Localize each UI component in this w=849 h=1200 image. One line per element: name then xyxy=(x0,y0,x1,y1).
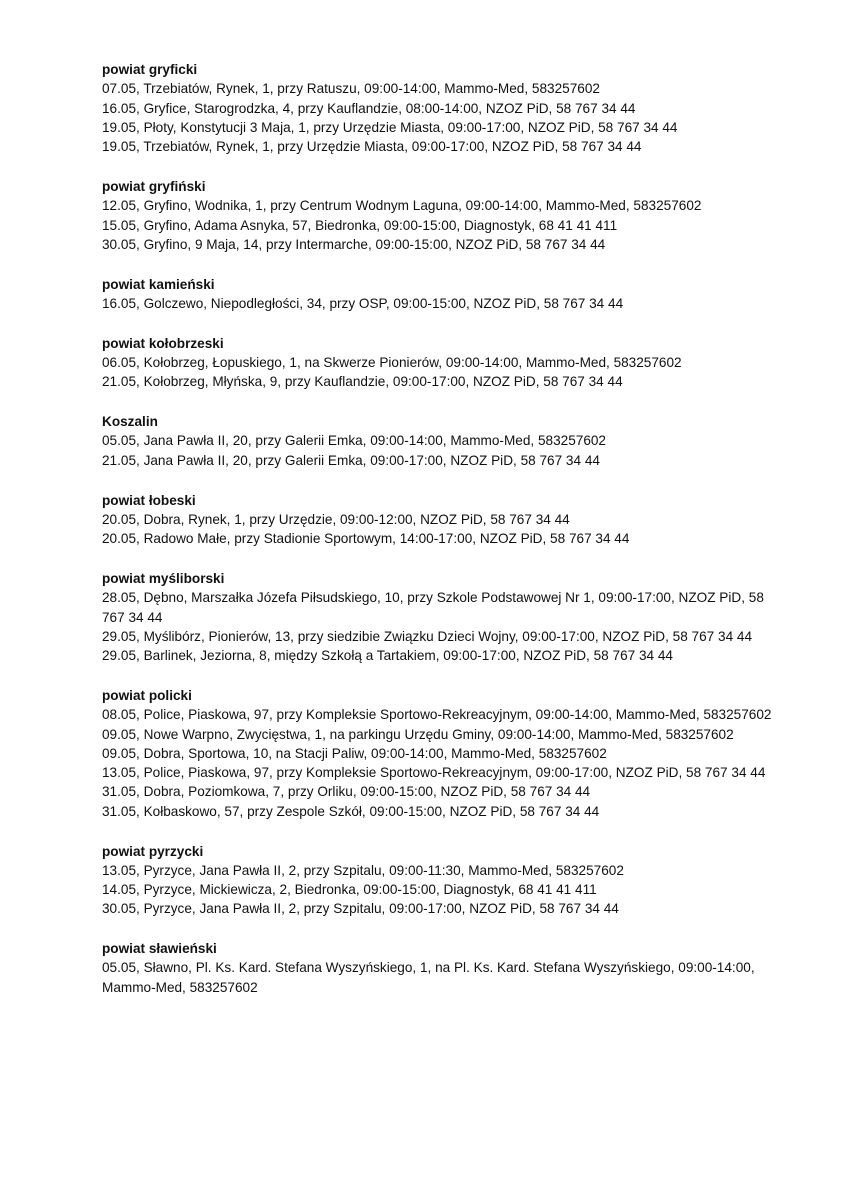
district-section xyxy=(102,686,789,821)
district-heading: powiat kamieński xyxy=(102,276,215,292)
district-heading: powiat sławieński xyxy=(102,941,217,957)
schedule-entry: 15.05, Gryfino, Adama Asnyka, 57, Biedronka, 09:00-15:00, Diagnostyk, 68 41 41 411 xyxy=(102,217,618,233)
schedule-entry: 06.05, Kołobrzeg, Łopuskiego, 1, na Skwerze Pionierów, 09:00-14:00, Mammo-Med, 583257602 xyxy=(102,355,682,371)
schedule-entry: 28.05, Dębno, Marszałka Józefa Piłsudskiego, 10, przy Szkole Podstawowej Nr 1, 09:00-17:00, NZOZ PiD, 58 767 34 44 xyxy=(102,590,764,625)
district-section xyxy=(102,177,789,254)
district-section xyxy=(102,275,789,314)
district-heading: powiat łobeski xyxy=(102,492,196,508)
schedule-entry: 30.05, Gryfino, 9 Maja, 14, przy Intermarche, 09:00-15:00, NZOZ PiD, 58 767 34 44 xyxy=(102,236,606,252)
district-heading: powiat gryficki xyxy=(102,62,198,77)
district-section xyxy=(102,569,789,665)
district-heading: powiat pyrzycki xyxy=(102,843,204,859)
schedule-entry: 19.05, Płoty, Konstytucji 3 Maja, 1, przy Urzędzie Miasta, 09:00-17:00, NZOZ PiD, 58 767 34 44 xyxy=(102,119,678,135)
schedule-entry: 30.05, Pyrzyce, Jana Pawła II, 2, przy Szpitalu, 09:00-17:00, NZOZ PiD, 58 767 34 44 xyxy=(102,901,619,917)
schedule-entry: 20.05, Radowo Małe, przy Stadionie Sportowym, 14:00-17:00, NZOZ PiD, 58 767 34 44 xyxy=(102,531,630,547)
schedule-entry: 12.05, Gryfino, Wodnika, 1, przy Centrum Wodnym Laguna, 09:00-14:00, Mammo-Med, 583257602 xyxy=(102,198,702,214)
district-section xyxy=(102,60,789,156)
district-section xyxy=(102,491,789,549)
schedule-entry: 31.05, Kołbaskowo, 57, przy Zespole Szkół, 09:00-15:00, NZOZ PiD, 58 767 34 44 xyxy=(102,803,600,819)
schedule-entry: 21.05, Kołobrzeg, Młyńska, 9, przy Kauflandzie, 09:00-17:00, NZOZ PiD, 58 767 34 44 xyxy=(102,374,623,390)
district-heading: powiat policki xyxy=(102,687,192,703)
district-heading: Koszalin xyxy=(102,414,158,430)
district-heading: powiat myśliborski xyxy=(102,570,225,586)
schedule-entry: 29.05, Barlinek, Jeziorna, 8, między Szkołą a Tartakiem, 09:00-17:00, NZOZ PiD, 58 767 34 44 xyxy=(102,648,673,664)
schedule-entry: 19.05, Trzebiatów, Rynek, 1, przy Urzędzie Miasta, 09:00-17:00, NZOZ PiD, 58 767 34 44 xyxy=(102,139,642,155)
schedule-entry: 29.05, Myślibórz, Pionierów, 13, przy siedzibie Związku Dzieci Wojny, 09:00-17:00, NZOZ PiD, 58 767 34 44 xyxy=(102,628,753,644)
district-section xyxy=(102,842,789,919)
district-section xyxy=(102,939,789,997)
schedule-entry: 16.05, Gryfice, Starogrodzka, 4, przy Kauflandzie, 08:00-14:00, NZOZ PiD, 58 767 34 44 xyxy=(102,100,636,116)
schedule-entry: 13.05, Pyrzyce, Jana Pawła II, 2, przy Szpitalu, 09:00-11:30, Mammo-Med, 583257602 xyxy=(102,862,624,878)
schedule-entry: 20.05, Dobra, Rynek, 1, przy Urzędzie, 09:00-12:00, NZOZ PiD, 58 767 34 44 xyxy=(102,511,570,527)
schedule-entry: 07.05, Trzebiatów, Rynek, 1, przy Ratuszu, 09:00-14:00, Mammo-Med, 583257602 xyxy=(102,81,600,97)
district-section xyxy=(102,334,789,392)
schedule-entry: 13.05, Police, Piaskowa, 97, przy Kompleksie Sportowo-Rekreacyjnym, 09:00-17:00, NZOZ PiD, 58 767 34 44 xyxy=(102,765,766,781)
schedule-entry: 05.05, Jana Pawła II, 20, przy Galerii Emka, 09:00-14:00, Mammo-Med, 583257602 xyxy=(102,433,606,449)
schedule-entry: 05.05, Sławno, Pl. Ks. Kard. Stefana Wyszyńskiego, 1, na Pl. Ks. Kard. Stefana Wyszyńskiego, 09:00-14:00, Mammo-Med, 583257602 xyxy=(102,960,755,995)
schedule-entry: 31.05, Dobra, Poziomkowa, 7, przy Orliku, 09:00-15:00, NZOZ PiD, 58 767 34 44 xyxy=(102,784,591,800)
schedule-entry: 08.05, Police, Piaskowa, 97, przy Kompleksie Sportowo-Rekreacyjnym, 09:00-14:00, Mammo-Med, 583257602 xyxy=(102,707,772,723)
schedule-entry: 14.05, Pyrzyce, Mickiewicza, 2, Biedronka, 09:00-15:00, Diagnostyk, 68 41 41 411 xyxy=(102,882,597,898)
district-heading: powiat gryfiński xyxy=(102,178,206,194)
district-heading: powiat kołobrzeski xyxy=(102,335,224,351)
schedule-entry: 09.05, Dobra, Sportowa, 10, na Stacji Paliw, 09:00-14:00, Mammo-Med, 583257602 xyxy=(102,745,607,761)
schedule-entry: 16.05, Golczewo, Niepodległości, 34, przy OSP, 09:00-15:00, NZOZ PiD, 58 767 34 44 xyxy=(102,295,624,311)
schedule-entry: 09.05, Nowe Warpno, Zwycięstwa, 1, na parkingu Urzędu Gminy, 09:00-14:00, Mammo-Med, 583257602 xyxy=(102,726,734,742)
schedule-entry: 21.05, Jana Pawła II, 20, przy Galerii Emka, 09:00-17:00, NZOZ PiD, 58 767 34 44 xyxy=(102,452,600,468)
district-section xyxy=(102,412,789,470)
